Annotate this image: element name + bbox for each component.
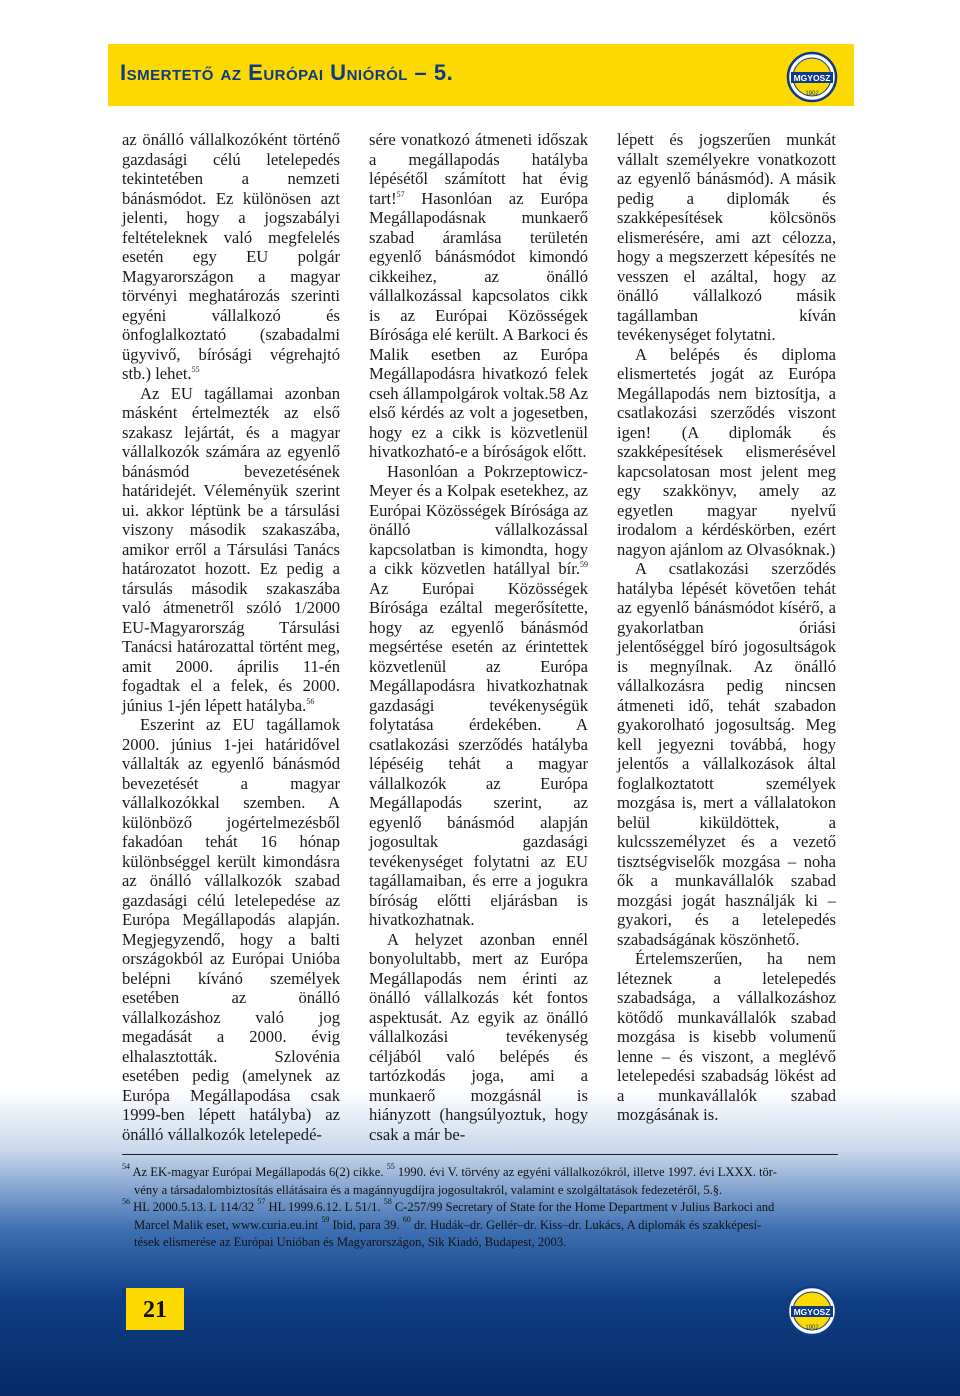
footnotes: [122, 1164, 838, 1252]
text-column-1: [122, 130, 340, 1144]
paragraph: Hasonlóan a Pokrzeptowicz-Meyer és a Kolpak esetekhez, az Európai Közösségek Bírósága az önálló vállalkozással kapcsolatban is kimondta, hogy a cikk közvetlen hatállyal bír.$^{59}$ Az Európai Közösségek Bírósága ezáltal megerősítette, hogy az egyenlő bánásmód megsértése esetén az érintettek közvetlenül az Európa Megállapodásra hivatkozhatnak gazdasági tevékenységük folytatása érdekében. A csatlakozási szerződés hatályba lépéséig tehát a magyar vállalkozók az Európa Megállapodás szerint, az egyenlő bánásmód alapján jogosultak gazdasági tevékenységet folytatni az EU tagállamaiban, és erre a jogukra bíróság előtti eljárásban is hivatkozhatnak.: [369, 461, 588, 929]
paragraph: A helyzet azonban ennél bonyolultabb, mert az Európa Megállapodás nem érinti az önálló vállalkozás két fontos aspektusát. Az egyik az önálló vállalkozási tevékenység céljából való belépés és tartózkodás joga, ami a munkaerő mozgásnál is hiányzott (hangsúlyoztuk, hogy csak a már be-: [369, 929, 588, 1144]
footnote-line: $^{54}$ Az EK-magyar Európai Megállapodás 6(2) cikke. $^{55}$ 1990. évi V. törvény az egyéni vállalkozókról, illetve 1997. évi LXXX. tör-: [122, 1162, 777, 1179]
header-bar: [108, 44, 854, 106]
paragraph: Értelemszerűen, ha nem léteznek a letelepedés szabadsága, a vállalkozáshoz kötődő munkavállalók szabad mozgása is kisebb volumenű lenne – és viszont, a meglévő letelepedési szabadság lökést ad a munkavállalók szabad mozgásának is.: [617, 949, 836, 1124]
mgyosz-logo-icon: [785, 50, 839, 104]
paragraph: sére vonatkozó átmeneti időszak a megállapodás hatályba lépésétől számított hat évig tart!$^{57}$ Hasonlóan az Európa Megállapodásnak munkaerő szabad áramlása területén egyenlő bánásmódot kimondó cikkeihez, az önálló vállalkozással kapcsolatos cikk is az Európai Közösségek Bírósága elé került. A Barkoci és Malik esetben az Európa Megállapodásra hivatkozó felek cseh állampolgárok voltak.58 Az első kérdés az volt a jogesetben, hogy ez a cikk is közvetlenül hivatkozható-e a bíróságok előtt.: [369, 130, 588, 461]
footnote-ref: 57: [396, 189, 405, 199]
paragraph: lépett és jogszerűen munkát vállalt személyekre vonatkozott az egyenlő bánásmód). A másik pedig a diplomák és szakképesítések kölcsönös elismerésére, ami azt célozza, hogy a megszerzett képesítés ne vesszen el azáltal, hogy az önálló vállalkozó másik tagállamban kíván tevékenységet folytatni.: [617, 130, 836, 344]
footnote-line: vény a társadalombiztosítás ellátásaira és a magánnyugdíjra jogosultakról, valamint e szolgáltatások fedezetéről, 5.§.: [134, 1182, 723, 1197]
logo-year: 1902: [805, 1325, 819, 1331]
paragraph: Az EU tagállamai azonban másként értelmezték az első szakasz lejártát, és a magyar vállalkozók számára az egyenlő bánásmód bevezetésének határidejét. Véleményük szerint ui. akkor léptünk be a társulási viszony második szakaszába, amikor erről a Társulási Tanács határozatot hozott. Ez pedig a társulás második szakaszába való átmenetről szóló 1/2000 EU-Magyarország Társulási Tanácsi határozattal történt meg, amit 2000. április 11-én fogadtak el a felek, és 2000. június 1-jén lépett hatályba.$^{56}$: [122, 383, 340, 715]
paragraph: A csatlakozási szerződés hatályba lépését követően tehát az egyenlő bánásmódot kísérő, a gyakorlatban óriási jelentőséggel bíró jogosultságok is megnyílnak. Az önálló vállalkozásra pedig nincsen átmeneti idő, tehát szabadon gyakorolható jogosultság. Meg kell jegyezni továbbá, hogy jelentős a vállalkozások által foglalkoztatott személyek mozgása is, mert a vállalatokon belül kiküldöttek, a kulcsszemélyzet és a vezető tisztségviselők mozgása – noha ők a munkavállalók szabad mozgási jogát használják ki – gyakori, és a letelepedés szabadságának köszönhető.: [617, 559, 836, 949]
mgyosz-logo-bottom-icon: [785, 1284, 839, 1338]
footnote-divider: [122, 1154, 838, 1155]
footnote-ref: 59: [580, 560, 588, 569]
logo-year: 1902: [805, 91, 819, 97]
footnote-ref: 56: [306, 696, 315, 706]
footnote-line: $^{56}$ HL 2000.5.13. L 114/32 $^{57}$ HL 1999.6.12. L 51/1. $^{58}$ C-257/99 Secretary of State for the Home Department v Julius Barkoci and: [122, 1197, 775, 1214]
page-number: 21: [143, 1297, 167, 1323]
paragraph: Eszerint az EU tagállamok 2000. június 1-jei határidővel vállalták az egyenlő bánásmód bevezetését a magyar vállalkozókkal szemben. A különböző jogértelmezésből fakadóan tehát 16 hónap különbséggel került kimondásra az önálló vállalkozók szabad gazdasági célú letelepedése az Európa Megállapodás alapján. Megjegyzendő, hogy a balti országokból az Európai Unióba belépni kívánó személyek esetében az önálló vállalkozáshoz való jog megadását a 2000. évig elhalasztották. Szlovénia esetében pedig (amelynek az Európa Megállapodása csak 1999-ben lépett hatályba) az önálló vállalkozók letelepedé-: [122, 715, 340, 1144]
page-title: Ismertető az Európai Unióról – 5.: [120, 60, 454, 85]
page-number-box: [122, 1288, 184, 1330]
text-column-2: [369, 130, 588, 1144]
paragraph: az önálló vállalkozóként történő gazdasági célú letelepedés tekintetében a nemzeti bánásmódot. Ez különösen azt jelenti, hogy a jogszabályi feltételeknek való megfelelés esetén egy EU polgár Magyarországon a magyar törvényi meghatározás szerinti egyéni vállalkozó és önfoglalkoztató (szabadalmi ügyvivő, bírósági végrehajtó stb.) lehet.$^{55}$: [122, 130, 340, 383]
paragraph: A belépés és diploma elismertetés jogát az Európa Megállapodás nem biztosítja, a csatlakozási szerződés viszont igen! (A diplomák és szakképesítések elismerésével kapcsolatosan most jelent meg egy szakkönyv, amely az egyetlen magyar nyelvű irodalom a kérdéskörben, ezért nagyon ajánlom az Olvasóknak.): [617, 344, 836, 559]
logo-text: MGYOSZ: [793, 1307, 831, 1317]
footnote-line: tések elismerése az Európai Unióban és Magyarországon, Sik Kiadó, Budapest, 2003.: [134, 1235, 567, 1249]
text-column-3: [617, 130, 836, 1125]
footnote-line: Marcel Malik eset, www.curia.eu.int $^{59}$ Ibid, para 39. $^{60}$ dr. Hudák–dr. Gellér–dr. Kiss–dr. Lukács, A diplomák és szakképesí-: [134, 1214, 762, 1232]
logo-text: MGYOSZ: [793, 73, 831, 83]
footnote-ref: 55: [191, 365, 200, 374]
